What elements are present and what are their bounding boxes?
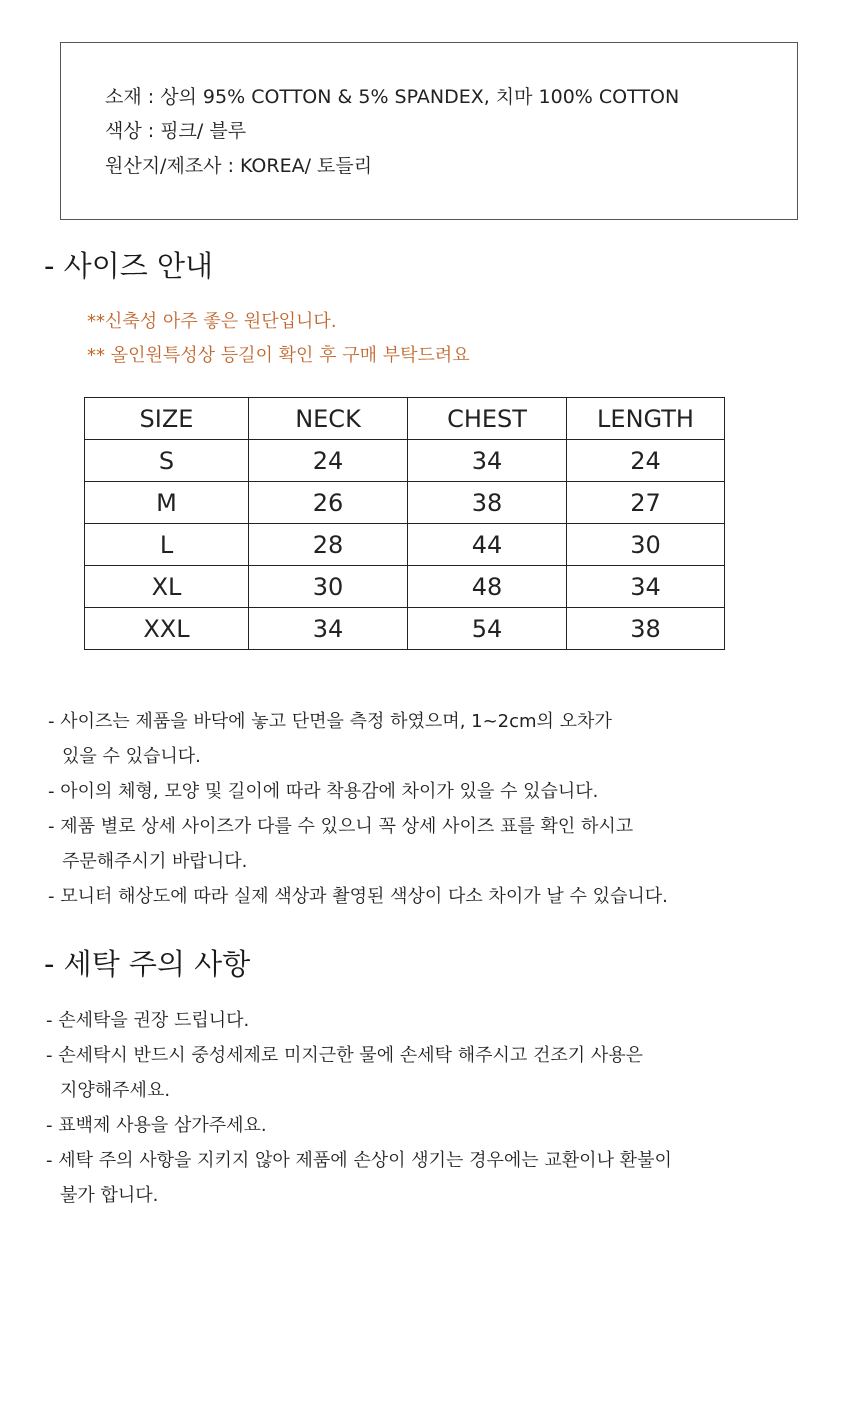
size-measure-note-line2: 있을 수 있습니다. bbox=[62, 746, 201, 767]
table-row bbox=[85, 524, 725, 566]
table-cell: 48 bbox=[408, 566, 567, 608]
table-cell: S bbox=[85, 440, 249, 482]
table-cell: 28 bbox=[249, 524, 408, 566]
table-header-row bbox=[85, 398, 725, 440]
monitor-color-note bbox=[48, 885, 668, 909]
table-cell: XXL bbox=[85, 608, 249, 650]
hand-wash-note bbox=[46, 1009, 249, 1033]
size-table bbox=[84, 397, 725, 650]
header-chest: CHEST bbox=[408, 398, 567, 440]
color-text: 색상 : 핑크/ 블루 bbox=[105, 120, 247, 142]
check-size-chart-note-line2: 주문해주시기 바랍니다. bbox=[62, 851, 248, 872]
no-refund-note bbox=[46, 1149, 672, 1208]
table-cell: 38 bbox=[408, 482, 567, 524]
table-cell: M bbox=[85, 482, 249, 524]
table-cell: 26 bbox=[249, 482, 408, 524]
table-cell: 24 bbox=[249, 440, 408, 482]
table-cell: 34 bbox=[249, 608, 408, 650]
fit-difference-note-line1: - 아이의 체형, 모양 및 길이에 따라 착용감에 차이가 있을 수 있습니다. bbox=[48, 781, 599, 802]
hand-wash-note-line1: - 손세탁을 권장 드립니다. bbox=[46, 1010, 250, 1031]
table-row bbox=[85, 608, 725, 650]
monitor-color-note-line1: - 모니터 해상도에 따라 실제 색상과 촬영된 색상이 다소 차이가 날 수 있습니다. bbox=[48, 886, 668, 907]
size-measure-note-line1: - 사이즈는 제품을 바닥에 놓고 단면을 측정 하였으며, 1~2cm의 오차가 bbox=[48, 711, 612, 732]
table-cell: 34 bbox=[408, 440, 567, 482]
detergent-note-line2: 지양해주세요. bbox=[60, 1080, 171, 1101]
header-neck: NECK bbox=[249, 398, 408, 440]
table-row bbox=[85, 566, 725, 608]
check-size-chart-note bbox=[48, 815, 633, 874]
table-cell: 30 bbox=[567, 524, 725, 566]
table-cell: 34 bbox=[567, 566, 725, 608]
table-cell: 38 bbox=[567, 608, 725, 650]
header-length: LENGTH bbox=[567, 398, 725, 440]
detergent-note-line1: - 손세탁시 반드시 중성세제로 미지근한 물에 손세탁 해주시고 건조기 사용은 bbox=[46, 1045, 644, 1066]
detergent-note bbox=[46, 1044, 643, 1103]
product-info-box bbox=[60, 42, 798, 220]
table-cell: XL bbox=[85, 566, 249, 608]
size-measure-note bbox=[48, 710, 612, 769]
table-row bbox=[85, 440, 725, 482]
back-length-note: ** 올인원특성상 등길이 확인 후 구매 부탁드려요 bbox=[87, 345, 470, 366]
washing-care-title: - 세탁 주의 사항 bbox=[44, 947, 251, 981]
fit-difference-note bbox=[48, 780, 598, 804]
origin-text: 원산지/제조사 : KOREA/ 토들리 bbox=[105, 155, 373, 177]
bleach-note-line1: - 표백제 사용을 삼가주세요. bbox=[46, 1115, 267, 1136]
table-cell: 54 bbox=[408, 608, 567, 650]
material-text: 소재 : 상의 95% COTTON & 5% SPANDEX, 치마 100% COTTON bbox=[105, 86, 680, 108]
table-row bbox=[85, 482, 725, 524]
check-size-chart-note-line1: - 제품 별로 상세 사이즈가 다를 수 있으니 꼭 상세 사이즈 표를 확인 하시고 bbox=[48, 816, 634, 837]
table-cell: L bbox=[85, 524, 249, 566]
no-refund-note-line1: - 세탁 주의 사항을 지키지 않아 제품에 손상이 생기는 경우에는 교환이나 환불이 bbox=[46, 1150, 672, 1171]
table-cell: 24 bbox=[567, 440, 725, 482]
no-refund-note-line2: 불가 합니다. bbox=[60, 1185, 159, 1206]
table-cell: 44 bbox=[408, 524, 567, 566]
size-guide-title: - 사이즈 안내 bbox=[44, 249, 213, 283]
stretch-note: **신축성 아주 좋은 원단입니다. bbox=[87, 311, 337, 332]
table-cell: 30 bbox=[249, 566, 408, 608]
table-cell: 27 bbox=[567, 482, 725, 524]
header-size: SIZE bbox=[85, 398, 249, 440]
bleach-note bbox=[46, 1114, 267, 1138]
